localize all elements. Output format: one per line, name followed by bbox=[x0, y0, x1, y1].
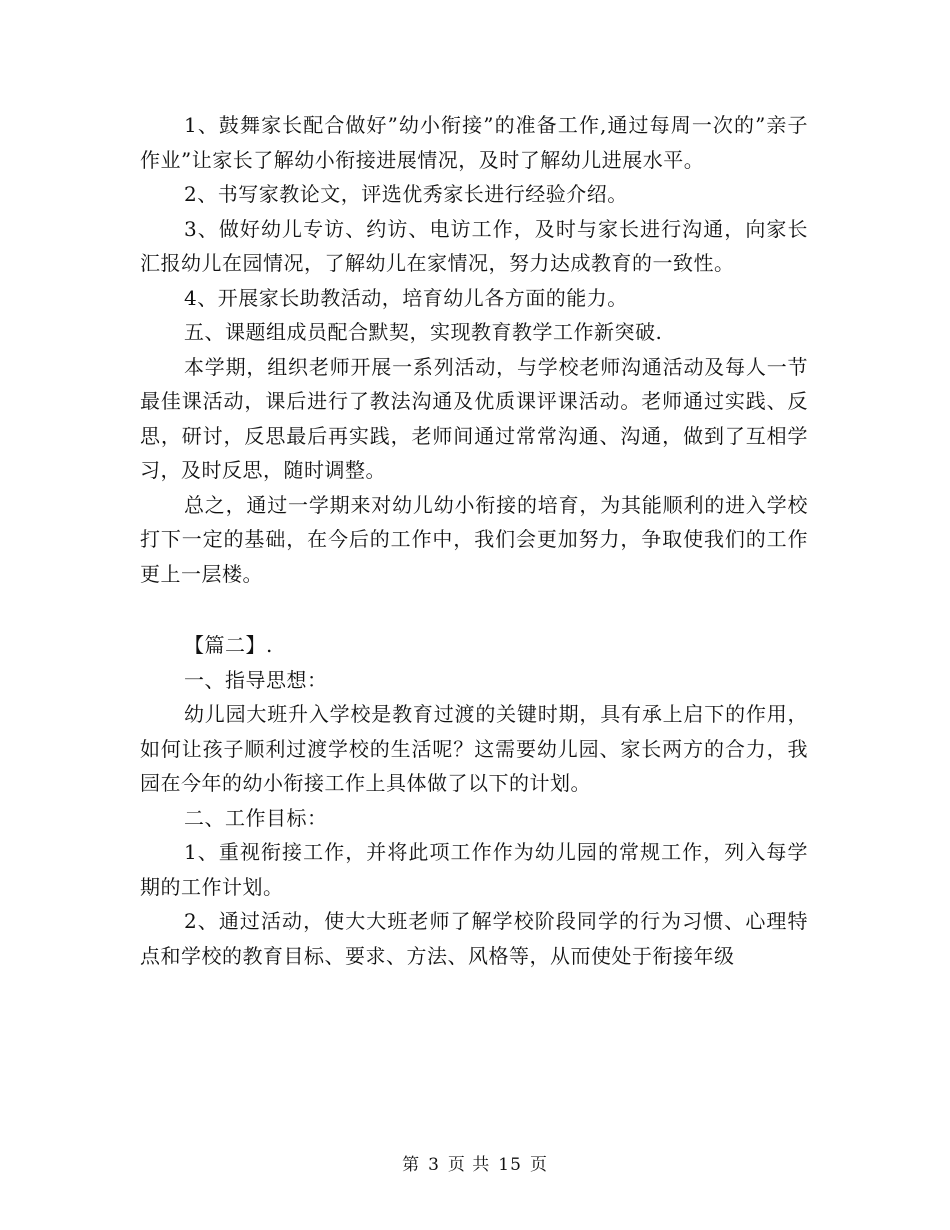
paragraph-goal-one: 1、重视衔接工作，并将此项工作作为幼儿园的常规工作，列入每学期的工作计划。 bbox=[140, 840, 808, 899]
footer-total-pages: 15 bbox=[498, 1155, 522, 1175]
paragraph-parent-homework: 1、鼓舞家长配合做好”幼小衔接”的准备工作,通过每周一次的”亲子作业”让家长了解幼小衔接进展情况，及时了解幼儿进展水平。 bbox=[140, 113, 808, 172]
heading-guiding-ideology: 一、指导思想： bbox=[184, 667, 328, 692]
paragraph-conclusion: 总之，通过一学期来对幼儿幼小衔接的培育，为其能顺利的进入学校打下一定的基础，在今后的工作中，我们会更加努力，争取使我们的工作更上一层楼。 bbox=[140, 492, 808, 586]
footer-suffix: 页 bbox=[529, 1155, 548, 1175]
paragraph-semester-activities: 本学期，组织老师开展一系列活动，与学校老师沟通活动及每人一节最佳课活动，课后进行了教法沟通及优质课评课活动。老师通过实践、反思，研讨，反思最后再实践，老师间通过常常沟通、沟通，做到了互相学习，及时反思，随时调整。 bbox=[140, 354, 808, 482]
page-number-footer bbox=[0, 1150, 950, 1175]
footer-middle: 页 共 bbox=[447, 1155, 491, 1175]
page-body bbox=[140, 108, 808, 973]
paragraph-goal-two: 2、通过活动，使大大班老师了解学校阶段同学的行为习惯、心理特点和学校的教育目标、要求、方法、风格等，从而使处于衔接年级 bbox=[140, 909, 808, 968]
footer-current-page: 3 bbox=[428, 1155, 440, 1175]
paragraph-parent-assistant: 4、开展家长助教活动，培育幼儿各方面的能力。 bbox=[184, 285, 628, 310]
paragraph-guiding-ideology: 幼儿园大班升入学校是教育过渡的关键时期，具有承上启下的作用，如何让孩子顺利过渡学校的生活呢？这需要幼儿园、家长两方的合力，我园在今年的幼小衔接工作上具体做了以下的计划。 bbox=[140, 702, 808, 795]
section-heading-five: 五、课题组成员配合默契，实现教育教学工作新突破. bbox=[184, 320, 663, 344]
paragraph-parent-essays: 2、书写家教论文，评选优秀家长进行经验介绍。 bbox=[184, 182, 628, 206]
section-gap bbox=[140, 591, 808, 628]
heading-work-goals: 二、工作目标： bbox=[184, 805, 328, 830]
paragraph-home-visits: 3、做好幼儿专访、约访、电访工作，及时与家长进行沟通，向家长汇报幼儿在园情况，了解幼儿在家情况，努力达成教育的一致性。 bbox=[140, 216, 808, 275]
section-title-part-two: 【篇二】. bbox=[184, 633, 273, 657]
footer-prefix: 第 bbox=[402, 1155, 421, 1175]
